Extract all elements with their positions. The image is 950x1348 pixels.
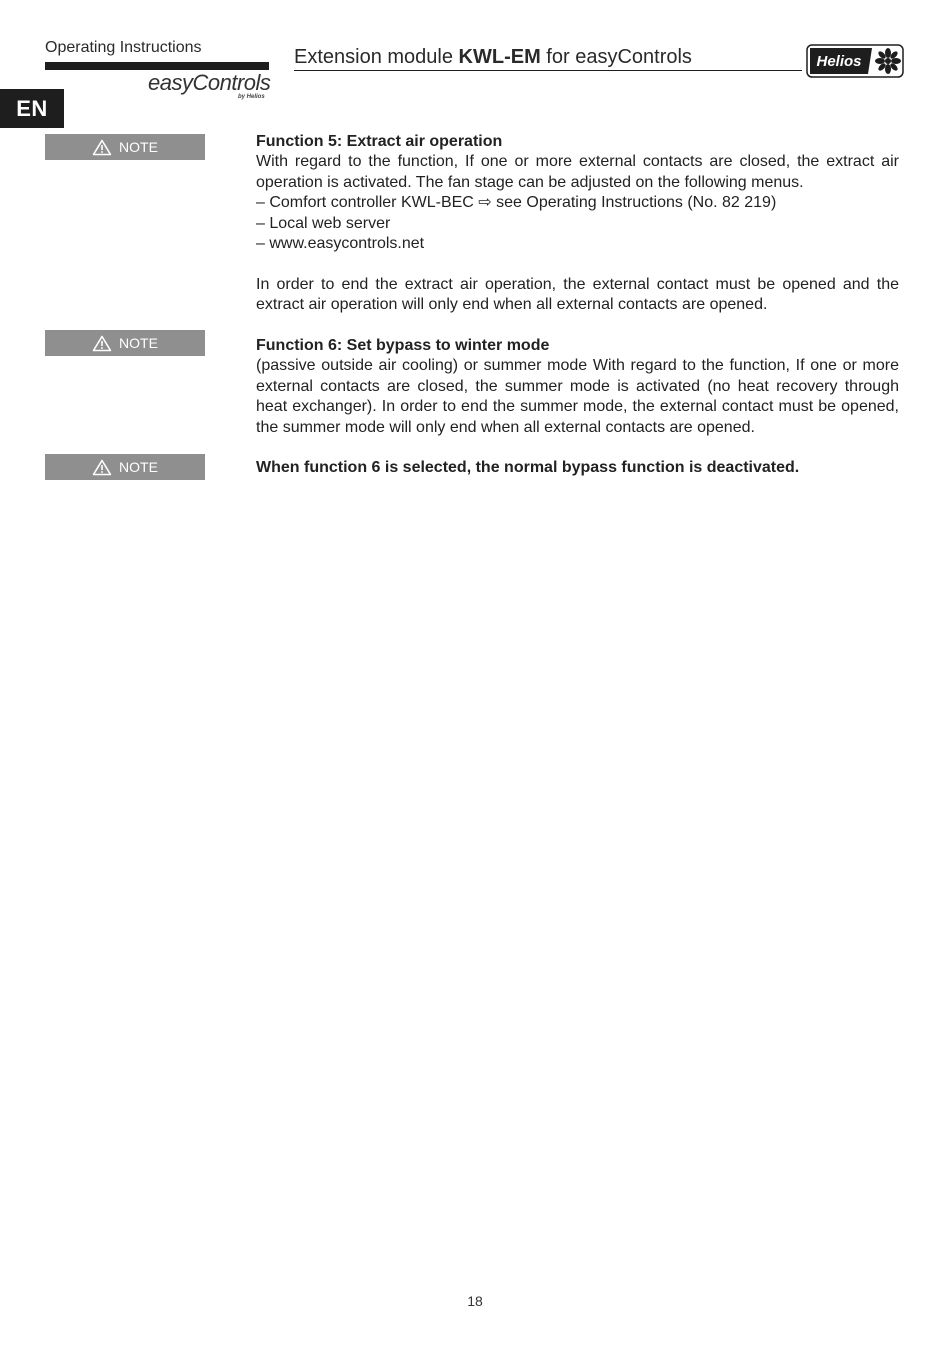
function5-section bbox=[256, 132, 899, 316]
list-item: – Comfort controller KWL-BEC ⇨ see Operating Instructions (No. 82 219) bbox=[256, 194, 777, 212]
page-number: 18 bbox=[467, 1293, 483, 1309]
function6-paragraph: (passive outside air cooling) or summer mode With regard to the function, If one or more external contacts are closed, the summer mode is activated (no heat recovery through heat exchanger). In order to end the summer mode, the external contact must be opened, the summer mode will only end when all external contacts are opened. bbox=[256, 357, 899, 436]
document-title bbox=[294, 46, 692, 69]
spacer bbox=[256, 254, 899, 274]
note3-section bbox=[256, 458, 899, 478]
note-label: NOTE bbox=[119, 335, 158, 351]
function5-end-paragraph: In order to end the extract air operation, the external contact must be opened and the extract air operation will only end when all external contacts are opened. bbox=[256, 275, 899, 314]
warning-icon bbox=[92, 459, 112, 476]
header-bar bbox=[45, 62, 269, 70]
warning-icon bbox=[92, 335, 112, 352]
language-tab: EN bbox=[0, 89, 64, 128]
function6-section bbox=[256, 336, 899, 438]
document-label: Operating Instructions bbox=[45, 39, 202, 56]
brand-logo: easyControls bbox=[148, 70, 271, 95]
list-item: – www.easycontrols.net bbox=[256, 235, 425, 253]
note-badge-3 bbox=[45, 454, 205, 480]
title-prefix: Extension module bbox=[294, 46, 459, 68]
title-suffix: for easyControls bbox=[540, 46, 692, 68]
function5-heading: Function 5: Extract air operation bbox=[256, 133, 503, 150]
brand-sub: by Helios bbox=[238, 94, 265, 100]
title-model: KWL-EM bbox=[458, 46, 541, 68]
logo-text: Helios bbox=[816, 53, 862, 70]
header-rule bbox=[294, 70, 802, 71]
note-label: NOTE bbox=[119, 459, 158, 475]
note-badge-2 bbox=[45, 330, 205, 356]
warning-icon bbox=[92, 139, 112, 156]
note-label: NOTE bbox=[119, 139, 158, 155]
list-item: – Local web server bbox=[256, 214, 391, 232]
note-badge-1 bbox=[45, 134, 205, 160]
function5-paragraph: With regard to the function, If one or more external contacts are closed, the extract air operation is activated. The fan stage can be adjusted on the following menus. bbox=[256, 153, 899, 191]
note3-text: When function 6 is selected, the normal bypass function is deactivated. bbox=[256, 459, 800, 476]
helios-logo-icon bbox=[806, 44, 904, 78]
function6-heading: Function 6: Set bypass to winter mode bbox=[256, 337, 550, 354]
